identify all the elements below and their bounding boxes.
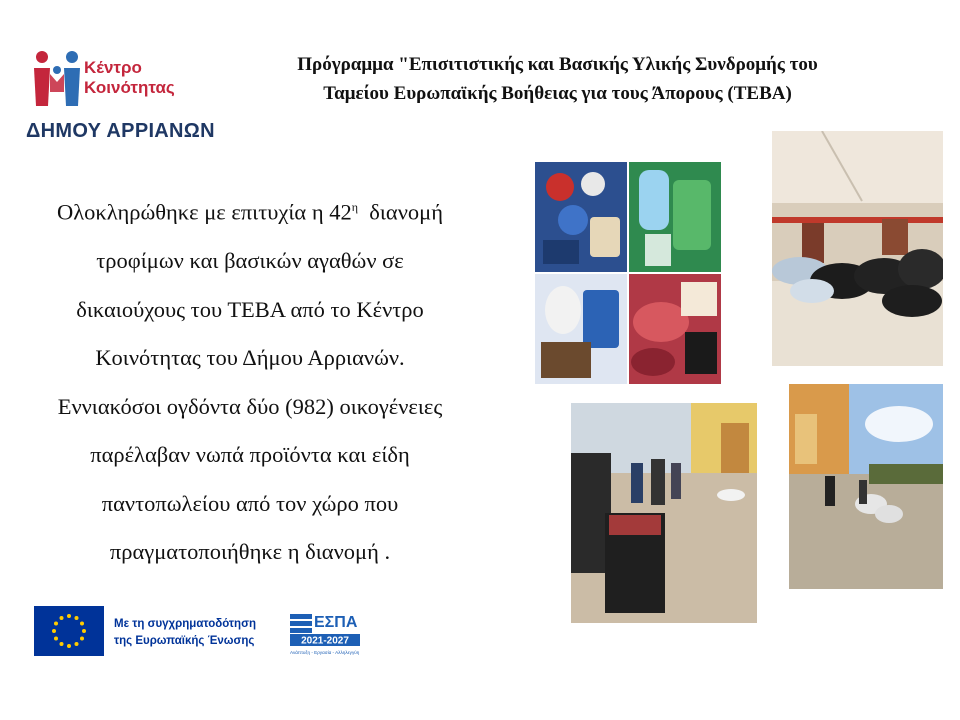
- people-icon: [30, 48, 84, 106]
- funding-banner: [34, 606, 362, 658]
- logo-line2: Κοινότητας: [84, 78, 175, 97]
- eu-text-line2: της Ευρωπαϊκής Ένωσης: [114, 635, 255, 647]
- announcement-line-3: δικαιούχους του ΤΕΒΑ από το Κέντρο: [76, 296, 424, 322]
- announcement-line-6: παρέλαβαν νωπά προϊόντα και είδη: [90, 442, 410, 467]
- photo-food-collage: [535, 162, 721, 384]
- espa-period: 2021-2027: [301, 635, 349, 647]
- announcement-line-2: τροφίμων και βασικών αγαθών σε: [96, 248, 404, 273]
- eu-text-line1: Με τη συγχρηματοδότηση: [114, 618, 256, 630]
- announcement-text: [10, 183, 490, 577]
- photo-indoor-bags: [772, 131, 943, 366]
- eu-flag-icon: [34, 606, 362, 658]
- photo-outdoor-corridor: [789, 384, 943, 589]
- logo-text: [84, 58, 175, 98]
- announcement-line-5: Εννιακόσοι ογδόντα δύο (982) οικογένειες: [57, 393, 443, 419]
- announcement-line-7: παντοπωλείου από τον χώρο που: [101, 490, 399, 516]
- espa-logo: [290, 614, 360, 656]
- photo-outdoor-crates: [571, 403, 757, 623]
- municipality-name: ΔΗΜΟΥ ΑΡΡΙΑΝΩΝ: [26, 120, 215, 142]
- announcement-line-8: πραγματοποιήθηκε η διανομή .: [109, 539, 391, 564]
- espa-name: ΕΣΠΑ: [314, 614, 358, 631]
- espa-tagline: Ανάπτυξη - Εργασία - Αλληλεγγύη: [290, 650, 360, 655]
- logo-line1: Κέντρο: [84, 58, 142, 77]
- announcement-line-4: Κοινότητας του Δήμου Αρριανών.: [95, 345, 405, 370]
- program-title: Πρόγραμμα "Επισιτιστικής και Βασικής Υλικής Συνδρομής του Ταμείου Ευρωπαϊκής Βοήθειας για τους Άπορους (ΤΕΒΑ): [297, 54, 818, 104]
- announcement-line-1: Ολοκληρώθηκε με επιτυχία η $42^\eta$ διανομή: [57, 199, 443, 225]
